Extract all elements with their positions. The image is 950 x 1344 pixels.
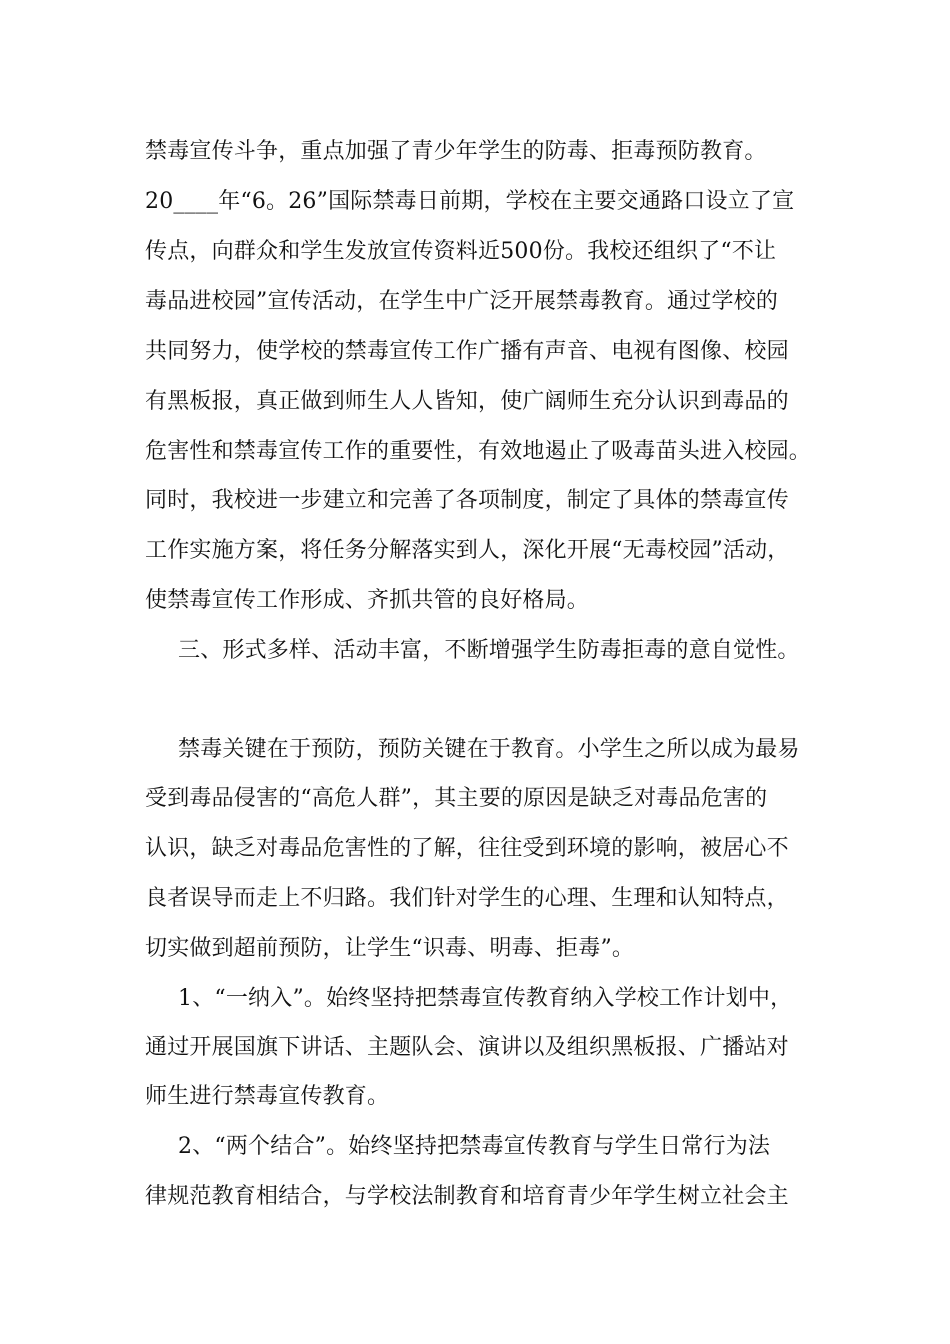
text-line: 认识，缺乏对毒品危害性的了解，往往受到环境的影响，被居心不 xyxy=(145,836,789,861)
text-line: 工作实施方案，将任务分解落实到人，深化开展“无毒校园”活动， xyxy=(145,538,790,563)
text-line: 师生进行禁毒宣传教育。 xyxy=(145,1084,390,1109)
text-line: 危害性和禁毒宣传工作的重要性，有效地遏止了吸毒苗头进入校园。 xyxy=(145,439,812,464)
text-line: 禁毒宣传斗争，重点加强了青少年学生的防毒、拒毒预防教育。 xyxy=(145,139,767,164)
text-line: 20____年“6。26”国际禁毒日前期，学校在主要交通路口设立了宣 xyxy=(145,189,795,214)
section-heading: 三、形式多样、活动丰富，不断增强学生防毒拒毒的意自觉性。 xyxy=(178,638,800,663)
text-line: 有黑板报，真正做到师生人人皆知，使广阔师生充分认识到毒品的 xyxy=(145,389,789,414)
text-line: 2、“两个结合”。始终坚持把禁毒宣传教育与学生日常行为法 xyxy=(178,1134,771,1159)
text-line: 禁毒关键在于预防，预防关键在于教育。小学生之所以成为最易 xyxy=(178,737,800,762)
text-line: 使禁毒宣传工作形成、齐抓共管的良好格局。 xyxy=(145,588,590,613)
text-line: 共同努力，使学校的禁毒宣传工作广播有声音、电视有图像、校园 xyxy=(145,339,789,364)
text-line: 律规范教育相结合，与学校法制教育和培育青少年学生树立社会主 xyxy=(145,1184,789,1209)
text-line: 切实做到超前预防，让学生“识毒、明毒、拒毒”。 xyxy=(145,936,635,961)
text-line: 同时，我校进一步建立和完善了各项制度，制定了具体的禁毒宣传 xyxy=(145,488,789,513)
text-line: 毒品进校园”宣传活动，在学生中广泛开展禁毒教育。通过学校的 xyxy=(145,289,779,314)
text-line: 受到毒品侵害的“高危人群”，其主要的原因是缺乏对毒品危害的 xyxy=(145,786,768,811)
text-line: 传点，向群众和学生发放宣传资料近500份。我校还组织了“不让 xyxy=(145,239,777,264)
text-line: 通过开展国旗下讲话、主题队会、演讲以及组织黑板报、广播站对 xyxy=(145,1035,789,1060)
text-line: 1、“一纳入”。始终坚持把禁毒宣传教育纳入学校工作计划中， xyxy=(178,986,793,1011)
text-line: 良者误导而走上不归路。我们针对学生的心理、生理和认知特点， xyxy=(145,886,789,911)
